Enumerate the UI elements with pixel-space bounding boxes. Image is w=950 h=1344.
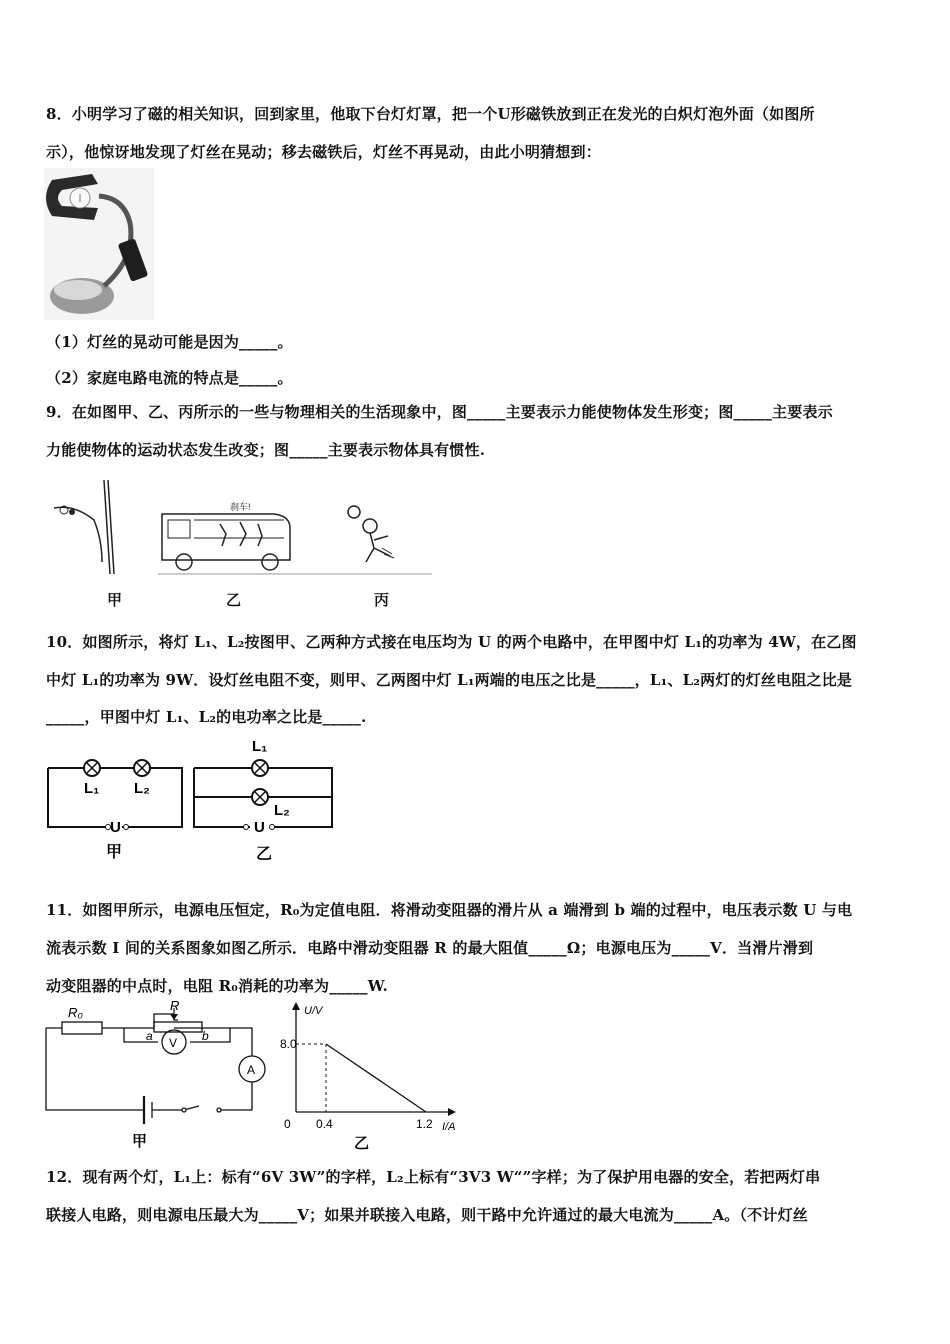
- graph-x-tick2: 1.2: [416, 1117, 433, 1131]
- q9-text-line1: 9．在如图甲、乙、丙所示的一些与物理相关的生活现象中，图_____主要表示力能使物体发生形变；图_____主要表示: [46, 403, 833, 421]
- graph-x-tick1: 0.4: [316, 1117, 333, 1131]
- fig-a-label: a: [146, 1029, 153, 1043]
- parallel-L1-label: L₁: [252, 738, 268, 755]
- q11-text-line2: 流表示数 I 间的关系图象如图乙所示．电路中滑动变阻器 R 的最大阻值_____Ω；电源电压为_____V．当滑片滑到: [46, 939, 814, 957]
- q12-text-line2: 联接人电路，则电源电压最大为_____V；如果并联接入电路，则干路中允许通过的最大电流为_____A。（不计灯丝: [46, 1206, 808, 1224]
- q10-caption-jia: 甲: [106, 844, 123, 861]
- q8-sub1: （1）灯丝的晃动可能是因为_____。: [46, 333, 293, 351]
- q9-text-line2: 力能使物体的运动状态发生改变；图_____主要表示物体具有惯性.: [46, 441, 486, 459]
- graph-line: [326, 1044, 426, 1112]
- q11-text-line1: 11．如图甲所示，电源电压恒定，R₀为定值电阻．将滑动变阻器的滑片从 a 端滑到 b 端的过程中，电压表示数 U 与电: [46, 901, 853, 919]
- q9-caption-bing: 丙: [374, 591, 390, 609]
- q10-text-line2: 中灯 L₁的功率为 9W．设灯丝电阻不变，则甲、乙两图中灯 L₁两端的电压之比是_____，L₁、L₂两灯的灯丝电阻之比是: [46, 671, 853, 689]
- kick-ball-scene: [348, 506, 394, 562]
- q8-sub2: （2）家庭电路电流的特点是_____。: [46, 369, 293, 387]
- q9-caption-yi: 乙: [226, 591, 242, 609]
- q9-life-scenes-figure: [44, 470, 434, 580]
- parallel-U-label: U: [254, 819, 265, 836]
- series-L2-label: L₂: [134, 780, 150, 797]
- fig-R0-label: R₀: [68, 1005, 83, 1020]
- series-L1-label: L₁: [84, 780, 100, 797]
- q8-text-line1: 8．小明学习了磁的相关知识，回到家里，他取下台灯灯罩，把一个U形磁铁放到正在发光的白炽灯泡外面（如图所: [46, 105, 815, 123]
- ammeter-label: A: [247, 1063, 256, 1077]
- parallel-L2-label: L₂: [274, 802, 290, 819]
- graph-y-tick: 8.0: [280, 1037, 297, 1051]
- series-circuit: [48, 760, 182, 827]
- q10-caption-yi: 乙: [256, 846, 273, 863]
- q8-text-line2: 示），他惊讶地发现了灯丝在晃动；移去磁铁后，灯丝不再晃动，由此小明猜想到：: [46, 143, 601, 161]
- graph-xlabel: I/A: [442, 1121, 456, 1133]
- desk-lamp-magnet-figure: [44, 168, 154, 320]
- bus-braking-scene: [162, 501, 290, 570]
- bent-pole-scene: [54, 480, 114, 574]
- fig-b-label: b: [202, 1029, 209, 1043]
- q11-caption-jia: 甲: [132, 1133, 148, 1150]
- graph-ylabel: U/V: [304, 1005, 323, 1017]
- q11-text-line3: 动变阻器的中点时，电阻 R₀消耗的功率为_____W.: [46, 977, 388, 995]
- q12-text-line1: 12．现有两个灯，L₁上：标有“6V 3W”的字样，L₂上标有“3V3 W“”字样；为了保护用电器的安全，若把两灯串: [46, 1168, 821, 1186]
- voltmeter-label: V: [169, 1036, 178, 1050]
- q10-text-line1: 10．如图所示，将灯 L₁、L₂按图甲、乙两种方式接在电压均为 U 的两个电路中，在甲图中灯 L₁的功率为 4W，在乙图: [46, 633, 857, 651]
- series-U-label: U: [110, 819, 121, 836]
- q10-text-line3: _____，甲图中灯 L₁、L₂的电功率之比是_____.: [46, 708, 367, 726]
- q10-circuits-figure: [44, 735, 344, 865]
- graph-origin: 0: [284, 1117, 291, 1131]
- q11-caption-yi: 乙: [354, 1135, 370, 1150]
- fig-R-label: R: [170, 1000, 180, 1013]
- parallel-circuit: [194, 760, 332, 827]
- q9-caption-jia: 甲: [107, 591, 123, 609]
- q11-circuit-figure: [44, 1000, 284, 1150]
- bus-brake-label: 刹车!: [230, 502, 251, 512]
- q11-UI-graph: [280, 1000, 480, 1150]
